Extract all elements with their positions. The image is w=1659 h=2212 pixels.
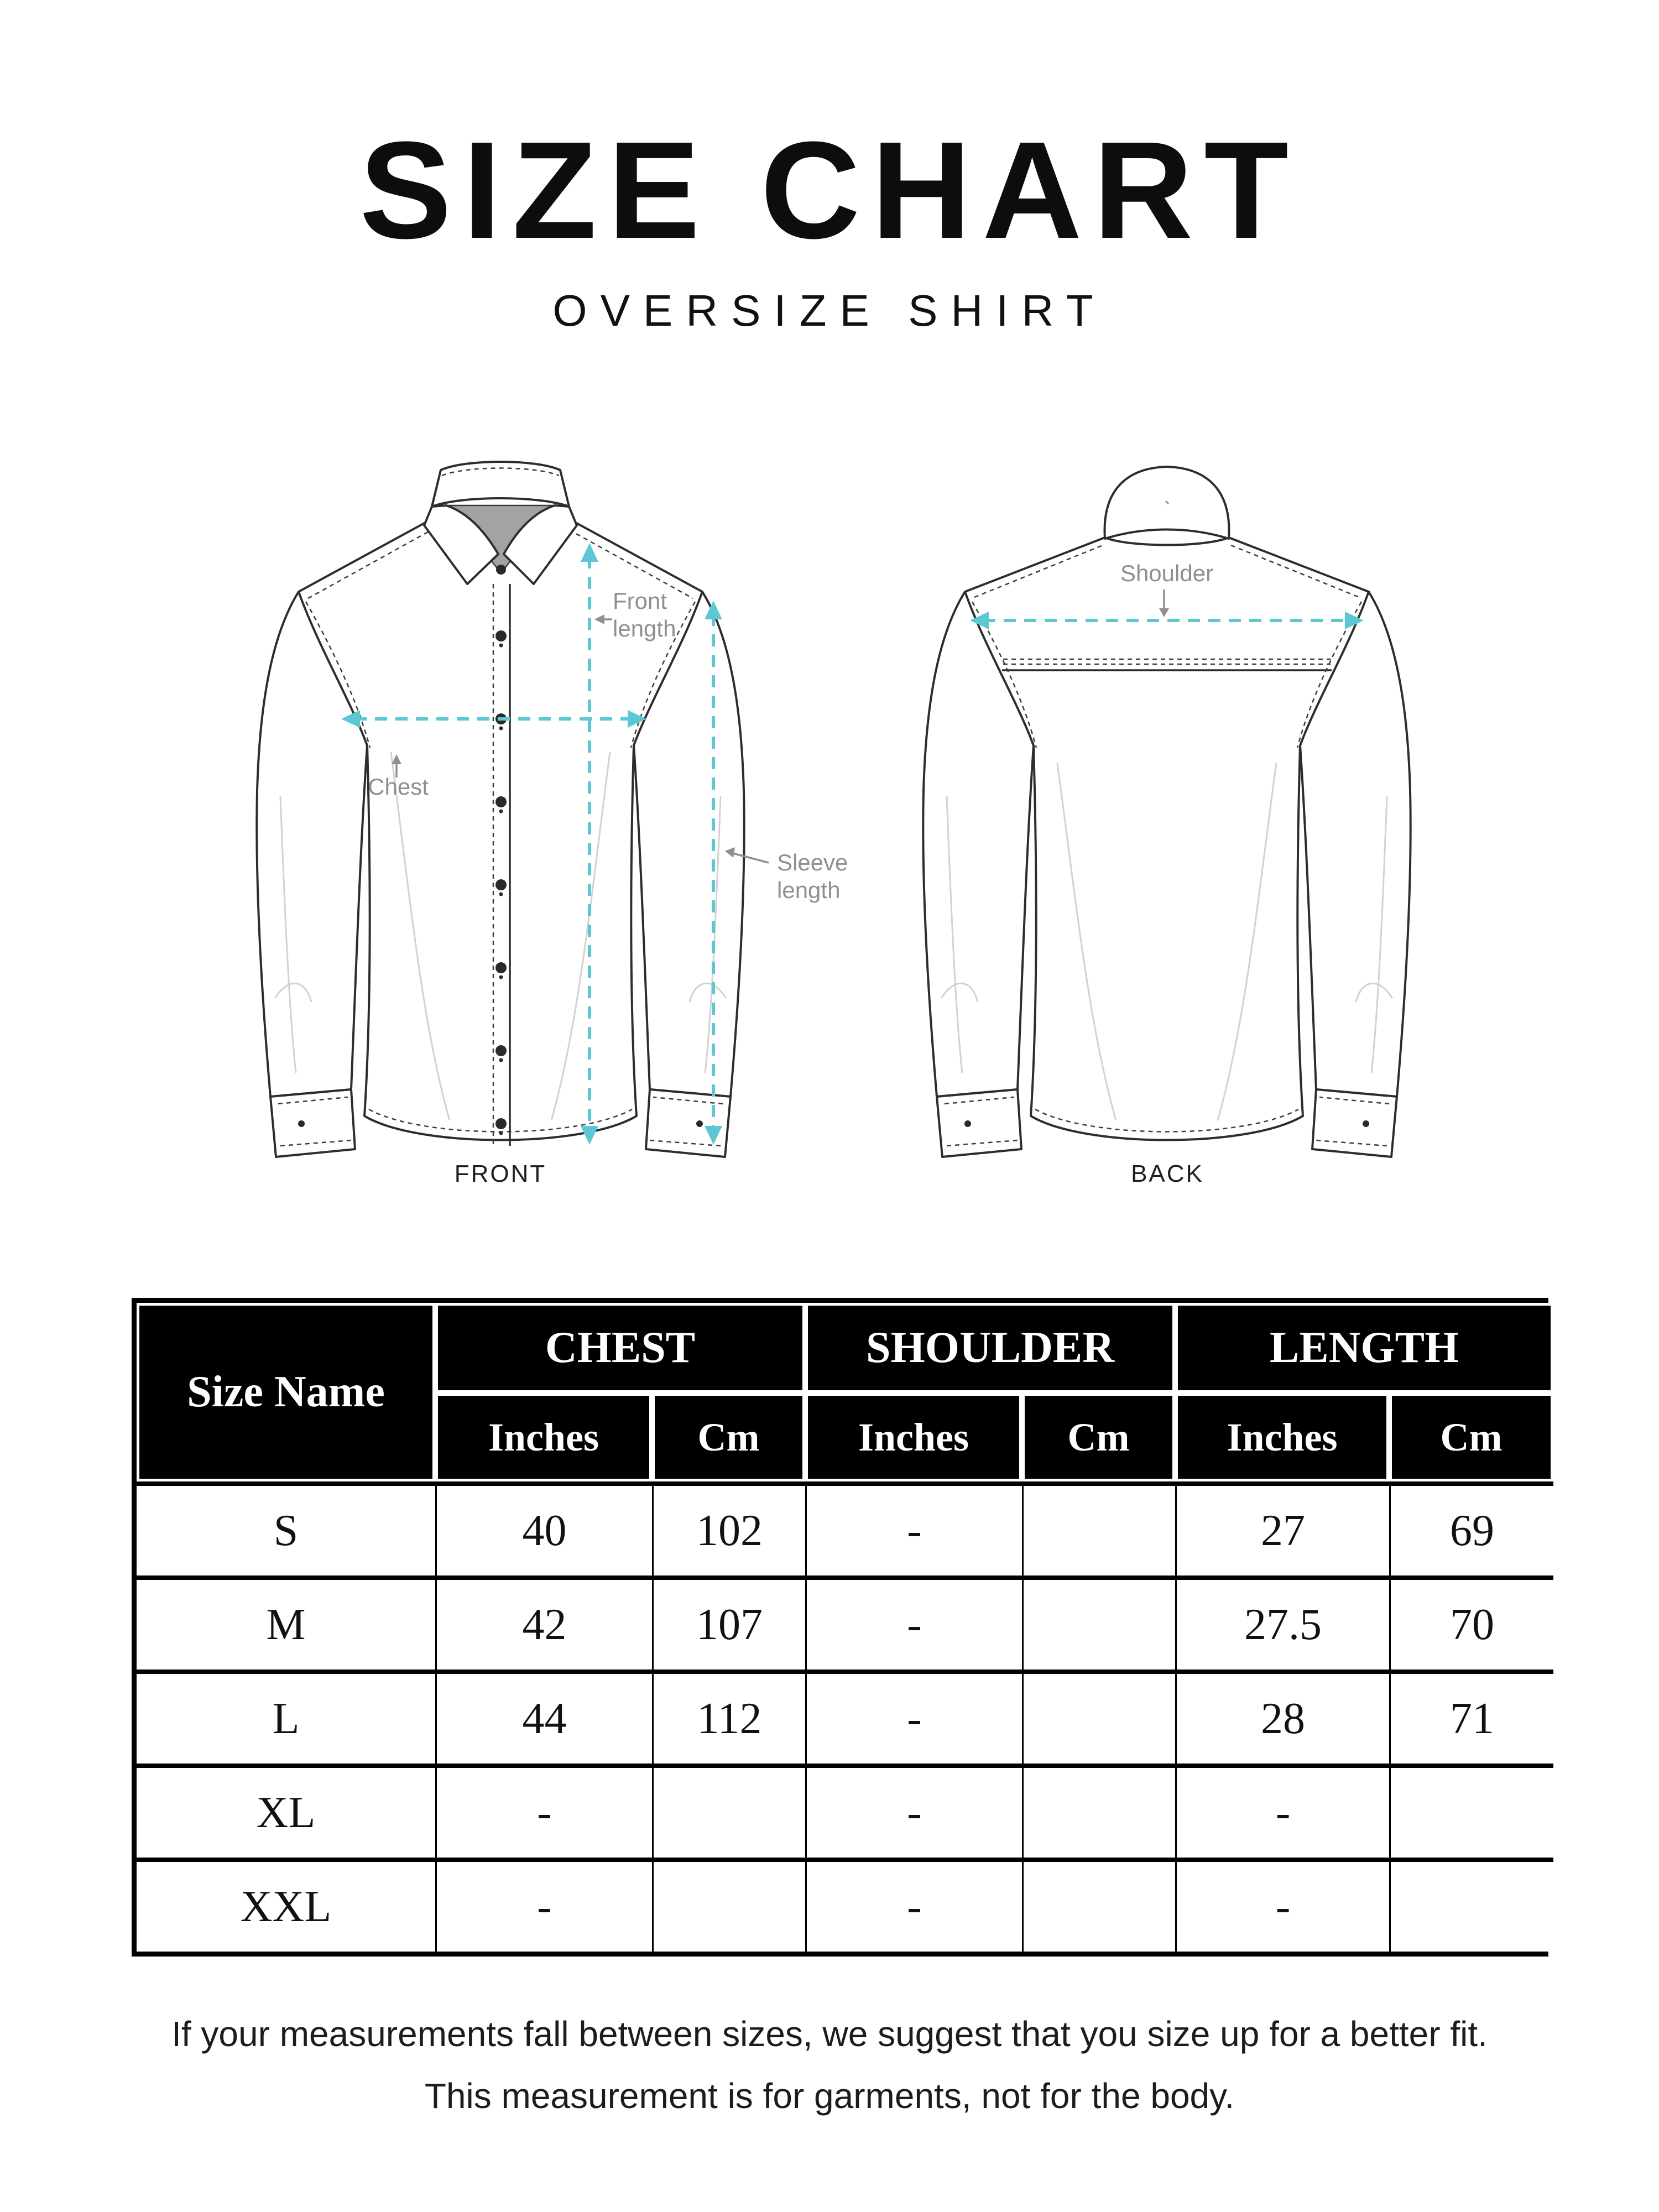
value-cell: 42 (435, 1575, 652, 1670)
value-cell (1022, 1858, 1175, 1952)
value-cell: 70 (1389, 1575, 1553, 1670)
value-cell: - (1175, 1764, 1389, 1858)
sleeve-length-label: Sleeve length (777, 849, 848, 903)
back-caption: BACK (1131, 1160, 1204, 1187)
shoulder-cm-header: Cm (1022, 1393, 1175, 1481)
table-row (137, 1858, 1553, 1952)
length-group-header: LENGTH (1175, 1303, 1553, 1393)
length-inches-header: Inches (1175, 1393, 1389, 1481)
chest-cm-header: Cm (652, 1393, 805, 1481)
size-cell: M (137, 1575, 435, 1670)
value-cell (652, 1858, 805, 1952)
table-row (137, 1764, 1553, 1858)
front-length-label: Front length (613, 588, 676, 641)
value-cell: - (805, 1481, 1022, 1575)
value-cell: 44 (435, 1670, 652, 1764)
size-cell: S (137, 1481, 435, 1575)
front-shirt-illustration (246, 453, 882, 1164)
size-table-container (132, 1298, 1548, 1957)
value-cell: - (805, 1858, 1022, 1952)
chest-group-header: CHEST (435, 1303, 805, 1393)
value-cell (1389, 1858, 1553, 1952)
value-cell: 71 (1389, 1670, 1553, 1764)
value-cell: 102 (652, 1481, 805, 1575)
table-row (137, 1575, 1553, 1670)
footer-note (0, 2003, 1659, 2127)
value-cell: 40 (435, 1481, 652, 1575)
value-cell: - (1175, 1858, 1389, 1952)
page-subtitle: OVERSIZE SHIRT (552, 286, 1107, 335)
value-cell (1022, 1670, 1175, 1764)
footer-line-2: This measurement is for garments, not for the body. (424, 2076, 1235, 2116)
size-cell: XXL (137, 1858, 435, 1952)
value-cell: - (805, 1764, 1022, 1858)
value-cell (1022, 1764, 1175, 1858)
value-cell: - (435, 1858, 652, 1952)
shoulder-group-header: SHOULDER (805, 1303, 1175, 1393)
value-cell (1022, 1575, 1175, 1670)
value-cell: - (435, 1764, 652, 1858)
value-cell: 27 (1175, 1481, 1389, 1575)
value-cell: - (805, 1575, 1022, 1670)
value-cell (1389, 1764, 1553, 1858)
value-cell (1022, 1481, 1175, 1575)
shoulder-label: Shoulder (1120, 560, 1214, 586)
size-table (137, 1303, 1553, 1952)
front-caption: FRONT (454, 1160, 547, 1187)
value-cell: 27.5 (1175, 1575, 1389, 1670)
chest-inches-header: Inches (435, 1393, 652, 1481)
value-cell: 107 (652, 1575, 805, 1670)
value-cell: - (805, 1670, 1022, 1764)
table-row (137, 1481, 1553, 1575)
size-name-header: Size Name (137, 1303, 435, 1481)
shoulder-inches-header: Inches (805, 1393, 1022, 1481)
chest-label: Chest (368, 774, 429, 800)
table-row (137, 1670, 1553, 1764)
value-cell (652, 1764, 805, 1858)
size-cell: L (137, 1670, 435, 1764)
page-title: SIZE CHART (359, 113, 1300, 267)
length-cm-header: Cm (1389, 1393, 1553, 1481)
value-cell: 112 (652, 1670, 805, 1764)
size-cell: XL (137, 1764, 435, 1858)
footer-line-1: If your measurements fall between sizes, we suggest that you size up for a better fit. (171, 2014, 1488, 2054)
value-cell: 69 (1389, 1481, 1553, 1575)
value-cell: 28 (1175, 1670, 1389, 1764)
